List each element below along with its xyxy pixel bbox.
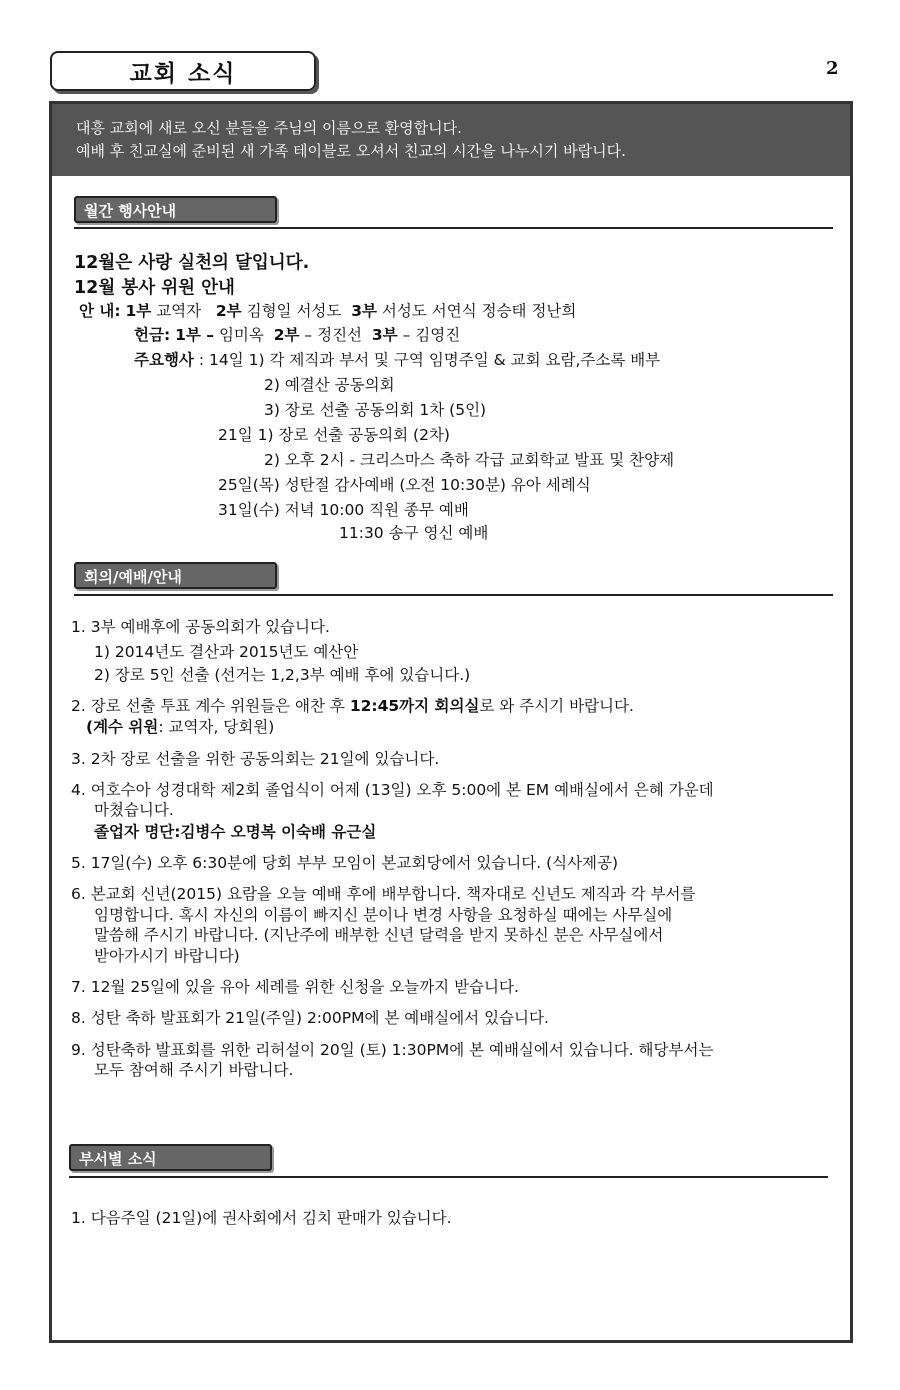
meeting-item-6-line-1: 6. 본교회 신년(2015) 요람을 오늘 예배 후에 배부합니다. 책자대로 신년도 제직과 각 부서를 <box>71 885 696 903</box>
events-line-5: 2) 오후 2시 - 크리스마스 축하 각급 교회학교 발표 및 찬양제 <box>264 451 675 469</box>
guide-p2: 2부 <box>215 302 242 320</box>
meeting-item-2-a: 2. 장로 선출 투표 계수 위원들은 애찬 후 <box>71 697 350 715</box>
meeting-item-1-sub-1: 1) 2014년도 결산과 2015년도 예산안 <box>94 643 359 661</box>
meeting-item-4-line-3: 졸업자 명단:김병수 오명복 이숙배 유근실 <box>94 823 377 841</box>
guide-p1-names: 교역자 <box>156 302 202 320</box>
content-frame <box>49 101 853 1343</box>
events-line-3: 3) 장로 선출 공동의회 1차 (5인) <box>264 401 487 419</box>
offering-label: 헌금: <box>134 326 171 344</box>
meeting-item-6-line-3: 말씀해 주시기 바랍니다. (지난주에 배부한 신년 달력을 받지 못하신 분은 사무실에서 <box>94 926 664 944</box>
meeting-item-9-line-1: 9. 성탄축하 발표회를 위한 리허설이 20일 (토) 1:30PM에 본 예배실에서 있습니다. 해당부서는 <box>71 1041 714 1059</box>
events-line-8: 11:30 송구 영신 예배 <box>339 524 489 542</box>
guide-line <box>79 301 576 321</box>
offering-p3-names: – 김영진 <box>402 326 461 344</box>
offering-p1: 1부 – <box>175 326 214 344</box>
section-heading-monthly: 월간 행사안내 <box>74 196 277 223</box>
guide-p3-names: 서성도 서연식 정승태 정난희 <box>381 302 577 320</box>
meeting-item-2-c: 로 와 주시기 바랍니다. <box>479 697 634 715</box>
banner-line-1: 대흥 교회에 새로 오신 분들을 주님의 이름으로 환영합니다. <box>76 119 462 137</box>
meeting-item-9-line-2: 모두 참여해 주시기 바랍니다. <box>94 1061 294 1079</box>
dept-item-1: 1. 다음주일 (21일)에 권사회에서 김치 판매가 있습니다. <box>71 1209 452 1227</box>
events-line-4: 21일 1) 장로 선출 공동의회 (2차) <box>218 426 450 444</box>
meeting-item-3: 3. 2차 장로 선출을 위한 공동의회는 21일에 있습니다. <box>71 750 440 768</box>
events-line-1 <box>134 350 660 370</box>
section-rule <box>74 594 833 596</box>
page-number: 2 <box>826 58 839 79</box>
meeting-item-2-line-2-b: : 교역자, 당회원) <box>158 718 275 736</box>
guide-label: 안 내: <box>79 302 121 320</box>
page-title: 교회 소식 <box>50 51 316 91</box>
section-rule <box>69 1176 828 1178</box>
meeting-item-7: 7. 12월 25일에 있을 유아 세례를 위한 신청을 오늘까지 받습니다. <box>71 978 519 996</box>
events-label: 주요행사 <box>134 351 194 369</box>
meeting-item-5: 5. 17일(수) 오후 6:30분에 당회 부부 모임이 본교회당에서 있습니다. (식사제공) <box>71 854 619 872</box>
offering-line <box>134 325 460 345</box>
meeting-item-6-line-4: 받아가시기 바랍니다) <box>94 947 240 965</box>
meeting-item-2 <box>71 696 634 716</box>
guide-p2-names: 김형일 서성도 <box>246 302 342 320</box>
welcome-banner <box>52 104 850 176</box>
meeting-item-2-line-2 <box>86 717 274 737</box>
section-heading-dept: 부서별 소식 <box>69 1144 272 1171</box>
section-heading-meeting: 회의/예배/안내 <box>74 562 277 589</box>
meeting-item-1: 1. 3부 예배후에 공동의회가 있습니다. <box>71 618 330 636</box>
meeting-item-4-line-2: 마쳤습니다. <box>94 801 174 819</box>
offering-p1-names: 임미옥 <box>218 326 264 344</box>
offering-p2-names: – 정진선 <box>304 326 363 344</box>
events-line-7: 31일(수) 저녁 10:00 직원 종무 예배 <box>218 501 469 519</box>
monthly-headline-2: 12월 봉사 위원 안내 <box>74 278 235 298</box>
events-line-1-text: : 14일 1) 각 제직과 부서 및 구역 임명주일 & 교회 요람,주소록 배부 <box>193 351 661 369</box>
meeting-item-2-line-2-a: (계수 위원 <box>86 718 159 736</box>
monthly-headline-1: 12월은 사랑 실천의 달입니다. <box>74 253 310 273</box>
meeting-item-2-b: 12:45까지 회의실 <box>349 697 480 715</box>
banner-line-2: 예배 후 친교실에 준비된 새 가족 테이블로 오셔서 친교의 시간을 나누시기 바랍니다. <box>76 142 626 160</box>
events-line-6: 25일(목) 성탄절 감사예배 (오전 10:30분) 유아 세례식 <box>218 476 591 494</box>
guide-p3: 3부 <box>351 302 377 320</box>
meeting-item-4-line-1: 4. 여호수아 성경대학 제2회 졸업식이 어제 (13일) 오후 5:00에 본 EM 예배실에서 은혜 가운데 <box>71 781 714 799</box>
offering-p3: 3부 <box>371 326 398 344</box>
section-rule <box>74 227 833 229</box>
meeting-item-8: 8. 성탄 축하 발표회가 21일(주일) 2:00PM에 본 예배실에서 있습니다. <box>71 1009 549 1027</box>
meeting-item-6-line-2: 임명합니다. 혹시 자신의 이름이 빠지신 분이나 변경 사항을 요청하실 때에는 사무실에 <box>94 906 673 924</box>
guide-p1: 1부 <box>125 302 152 320</box>
events-line-2: 2) 예결산 공동의회 <box>264 376 395 394</box>
offering-p2: 2부 <box>273 326 300 344</box>
meeting-item-1-sub-2: 2) 장로 5인 선출 (선거는 1,2,3부 예배 후에 있습니다.) <box>94 666 471 684</box>
